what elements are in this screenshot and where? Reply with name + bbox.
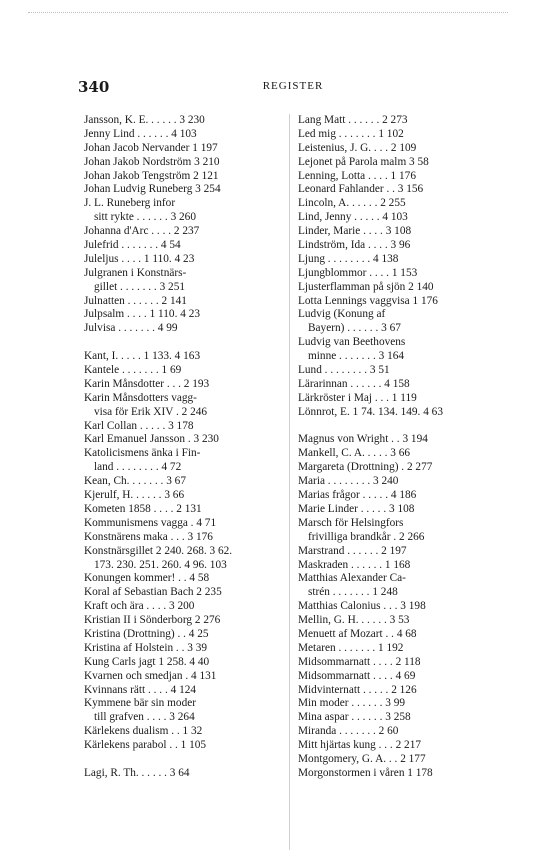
index-entry-text: Kristina af Holstein . . 3 39 <box>84 641 207 654</box>
index-entry <box>298 156 512 170</box>
index-entry <box>298 406 512 420</box>
index-entry-text: strén . . . . . . . 1 248 <box>308 586 398 599</box>
page-number: 340 <box>78 78 110 96</box>
index-entry <box>84 642 282 656</box>
index-entry-text: Johanna d'Arc . . . . 2 237 <box>84 225 200 238</box>
index-entry-text: Kristian II i Sönderborg 2 276 <box>84 614 221 627</box>
index-entry <box>298 753 512 767</box>
index-entry <box>84 225 282 239</box>
index-entry <box>298 684 512 698</box>
index-entry <box>298 447 512 461</box>
index-entry-text: Kantele . . . . . . . 1 69 <box>84 364 182 377</box>
index-entry-text: Mitt hjärtas kung . . . 2 217 <box>298 739 422 752</box>
index-entry <box>84 670 282 684</box>
index-entry <box>298 475 512 489</box>
index-entry-text: Julvisa . . . . . . . 4 99 <box>84 322 178 335</box>
index-entry-text: Konstnärsgillet 2 240. 268. 3 62. <box>84 544 233 557</box>
index-entry-text: Kärlekens parabol . . 1 105 <box>84 739 207 752</box>
index-entry <box>298 433 512 447</box>
index-entry <box>84 684 282 698</box>
index-entry <box>84 295 282 309</box>
index-entry-text: Kristina (Drottning) . . 4 25 <box>84 627 209 640</box>
index-entry <box>84 725 282 739</box>
index-entry-text: Julgranen i Konstnärs- <box>84 266 187 279</box>
page-header <box>78 78 508 94</box>
index-entry-text: Lärarinnan . . . . . . 4 158 <box>298 377 410 390</box>
page-title: REGISTER <box>262 80 324 92</box>
index-entry <box>84 420 282 434</box>
index-entry <box>84 559 282 573</box>
index-entry <box>298 142 512 156</box>
index-entry-text: Karin Månsdotters vagg- <box>84 391 197 404</box>
index-entry <box>298 711 512 725</box>
index-entry-text: Lindström, Ida . . . . 3 96 <box>298 239 411 252</box>
index-entry <box>84 614 282 628</box>
index-entry-text: Johan Jakob Nordström 3 210 <box>84 155 220 168</box>
index-entry <box>298 350 512 364</box>
index-entry <box>84 433 282 447</box>
index-entry-text: Konungen kommer! . . 4 58 <box>84 572 210 585</box>
index-entry <box>84 600 282 614</box>
index-entry <box>84 156 282 170</box>
index-entry <box>84 697 282 711</box>
index-entry-text: Ludvig van Beethovens <box>298 336 406 349</box>
index-entry-text: Jansson, K. E. . . . . . 3 230 <box>84 114 205 126</box>
index-entry <box>84 114 282 128</box>
index-entry <box>298 461 512 475</box>
index-entry-text: Mellin, G. H. . . . . . 3 53 <box>298 614 410 627</box>
index-entry <box>298 559 512 573</box>
index-entry <box>298 517 512 531</box>
index-entry-text: Kometen 1858 . . . . 2 131 <box>84 502 202 515</box>
index-entry <box>84 211 282 225</box>
index-entry-text: Matthias Calonius . . . 3 198 <box>298 600 426 613</box>
index-entry-text: gillet . . . . . . . 3 251 <box>94 280 185 293</box>
index-entry-text: Ljung . . . . . . . . 4 138 <box>298 252 399 265</box>
index-entry <box>84 197 282 211</box>
index-entry-text: Johan Ludvig Runeberg 3 254 <box>84 183 221 196</box>
index-entry <box>298 183 512 197</box>
index-entry <box>84 378 282 392</box>
index-entry-text: Menuett af Mozart . . 4 68 <box>298 627 417 640</box>
index-entry-text: Matthias Alexander Ca- <box>298 572 406 585</box>
index-entry-text: Katolicismens änka i Fin- <box>84 447 201 460</box>
index-entry <box>298 267 512 281</box>
index-entry-text: Lind, Jenny . . . . . 4 103 <box>298 211 408 224</box>
index-entry <box>298 197 512 211</box>
index-entry <box>84 586 282 600</box>
index-entry-text: Lund . . . . . . . . 3 51 <box>298 364 390 377</box>
index-entry-text: Midsommarnatt . . . . 4 69 <box>298 669 416 682</box>
index-entry-text: Leistenius, J. G. . . . 2 109 <box>298 141 417 154</box>
index-entry-text: Marias frågor . . . . . 4 186 <box>298 489 417 502</box>
index-entry <box>84 350 282 364</box>
index-entry <box>298 739 512 753</box>
index-entry <box>298 308 512 322</box>
index-entry-text: Kommunismens vagga . 4 71 <box>84 516 217 529</box>
index-entry-text: Kraft och ära . . . . 3 200 <box>84 600 195 613</box>
index-entry-text: Lejonet på Parola malm 3 58 <box>298 155 429 168</box>
index-entry-text: Maskraden . . . . . . 1 168 <box>298 558 411 571</box>
index-entry <box>298 572 512 586</box>
index-entry-text: Kung Carls jagt 1 258. 4 40 <box>84 655 210 668</box>
index-entry <box>84 531 282 545</box>
index-entry <box>84 253 282 267</box>
index-entry-text: Lang Matt . . . . . . 2 273 <box>298 114 408 126</box>
index-entry <box>84 475 282 489</box>
index-entry-text: Kärlekens dualism . . 1 32 <box>84 725 203 738</box>
index-entry-text: land . . . . . . . . 4 72 <box>94 461 182 474</box>
column-divider <box>289 114 290 850</box>
index-entry <box>298 295 512 309</box>
index-entry <box>84 183 282 197</box>
index-entry-text: Juleljus . . . . 1 110. 4 23 <box>84 252 195 265</box>
index-entry-text: J. L. Runeberg infor <box>84 197 176 210</box>
index-entry <box>84 711 282 725</box>
index-entry-text: Kant, I. . . . . 1 133. 4 163 <box>84 350 201 363</box>
index-entry <box>84 170 282 184</box>
index-entry-text: Midsommarnatt . . . . 2 118 <box>298 655 421 668</box>
index-entry-text: Kvarnen och smedjan . 4 131 <box>84 669 217 682</box>
index-entry-text: Mina aspar . . . . . . 3 258 <box>298 711 411 724</box>
index-entry <box>298 336 512 350</box>
index-entry-text: Ludvig (Konung af <box>298 308 386 321</box>
index-entry <box>84 322 282 336</box>
index-entry-text: Lärkröster i Maj . . . 1 119 <box>298 391 417 404</box>
index-entry <box>298 600 512 614</box>
index-entry-text: Montgomery, G. A. . . 2 177 <box>298 752 426 765</box>
index-entry-text: Johan Jacob Nervander 1 197 <box>84 141 218 154</box>
index-spacer <box>298 420 512 434</box>
index-entry <box>84 281 282 295</box>
index-entry-text: Kymmene bär sin moder <box>84 697 196 710</box>
index-entry-text: Kvinnans rätt . . . . 4 124 <box>84 683 197 696</box>
index-entry <box>84 406 282 420</box>
index-entry <box>298 656 512 670</box>
index-column-right <box>298 114 512 781</box>
index-entry <box>298 489 512 503</box>
index-entry <box>84 628 282 642</box>
index-entry-text: Marstrand . . . . . . 2 197 <box>298 544 407 557</box>
index-entry-text: Lotta Lennings vaggvisa 1 176 <box>298 294 438 307</box>
index-entry <box>298 364 512 378</box>
index-entry-text: Julefrid . . . . . . . 4 54 <box>84 239 181 252</box>
index-entry <box>298 614 512 628</box>
index-entry <box>84 503 282 517</box>
index-entry-text: Koral af Sebastian Bach 2 235 <box>84 586 222 599</box>
index-entry <box>298 545 512 559</box>
index-entry-text: Maria . . . . . . . . 3 240 <box>298 475 399 488</box>
index-spacer <box>84 336 282 350</box>
index-entry-text: Konstnärens maka . . . 3 176 <box>84 530 213 543</box>
index-entry <box>298 670 512 684</box>
index-spacer <box>84 753 282 767</box>
index-entry <box>298 281 512 295</box>
top-rule <box>28 12 508 13</box>
index-entry-text: Lenning, Lotta . . . . 1 176 <box>298 169 416 182</box>
index-entry-text: Johan Jakob Tengström 2 121 <box>84 169 219 182</box>
index-entry <box>84 267 282 281</box>
index-entry <box>84 656 282 670</box>
index-entry <box>298 225 512 239</box>
index-entry <box>298 170 512 184</box>
index-entry <box>298 253 512 267</box>
index-entry-text: Led mig . . . . . . . 1 102 <box>298 127 404 140</box>
index-entry <box>84 517 282 531</box>
index-entry-text: Leonard Fahlander . . 3 156 <box>298 183 424 196</box>
index-entry-text: Magnus von Wright . . 3 194 <box>298 433 428 446</box>
index-entry-text: Ljusterflamman på sjön 2 140 <box>298 280 434 293</box>
index-entry-text: Jenny Lind . . . . . . 4 103 <box>84 127 197 140</box>
index-entry-text: Linder, Marie . . . . 3 108 <box>298 225 412 238</box>
index-entry-text: Mankell, C. A. . . . . 3 66 <box>298 447 411 460</box>
index-entry <box>298 725 512 739</box>
index-entry <box>298 128 512 142</box>
index-entry <box>298 531 512 545</box>
index-column-left <box>84 114 282 781</box>
index-entry-text: Karl Emanuel Jansson . 3 230 <box>84 433 219 446</box>
index-entry-text: Margareta (Drottning) . 2 277 <box>298 461 433 474</box>
index-entry <box>84 739 282 753</box>
index-entry <box>84 545 282 559</box>
index-entry-text: sitt rykte . . . . . . 3 260 <box>94 211 196 224</box>
index-entry <box>298 628 512 642</box>
index-entry-text: Kjerulf, H. . . . . . 3 66 <box>84 489 185 502</box>
index-entry-text: visa för Erik XIV . 2 246 <box>94 405 208 418</box>
index-entry <box>298 239 512 253</box>
index-entry <box>298 697 512 711</box>
index-entry <box>84 572 282 586</box>
index-entry <box>84 142 282 156</box>
index-entry-text: Bayern) . . . . . . 3 67 <box>308 322 401 335</box>
index-entry-text: till grafven . . . . 3 264 <box>94 711 195 724</box>
index-entry <box>298 114 512 128</box>
index-entry <box>84 447 282 461</box>
index-entry <box>298 378 512 392</box>
index-entry <box>298 392 512 406</box>
index-entry-text: frivilliga brandkår . 2 266 <box>308 530 425 543</box>
index-entry-text: Julpsalm . . . . 1 110. 4 23 <box>84 308 201 321</box>
index-entry <box>84 308 282 322</box>
index-entry-text: Lagi, R. Th. . . . . . 3 64 <box>84 766 190 779</box>
index-entry-text: Metaren . . . . . . . 1 192 <box>298 641 404 654</box>
index-entry <box>84 767 282 781</box>
index-entry-text: Julnatten . . . . . . 2 141 <box>84 294 187 307</box>
index-entry <box>298 503 512 517</box>
index-entry-text: Morgonstormen i våren 1 178 <box>298 766 433 779</box>
index-entry-text: Karl Collan . . . . . 3 178 <box>84 419 194 432</box>
index-entry <box>84 461 282 475</box>
index-entry <box>84 392 282 406</box>
index-entry <box>84 128 282 142</box>
index-entry-text: Marie Linder . . . . . 3 108 <box>298 502 415 515</box>
index-entry-text: minne . . . . . . . 3 164 <box>308 350 405 363</box>
index-entry-text: Ljungblommor . . . . 1 153 <box>298 266 418 279</box>
index-entry <box>298 211 512 225</box>
index-entry <box>298 322 512 336</box>
index-entry-text: 173. 230. 251. 260. 4 96. 103 <box>94 558 227 571</box>
index-entry <box>84 489 282 503</box>
index-entry <box>84 239 282 253</box>
index-entry <box>84 364 282 378</box>
index-entry <box>298 767 512 781</box>
index-entry-text: Lincoln, A. . . . . . 2 255 <box>298 197 406 210</box>
index-entry <box>298 642 512 656</box>
index-entry <box>298 586 512 600</box>
index-entry-text: Min moder . . . . . . 3 99 <box>298 697 406 710</box>
index-entry-text: Kean, Ch. . . . . . . 3 67 <box>84 475 186 488</box>
index-entry-text: Lönnrot, E. 1 74. 134. 149. 4 63 <box>298 405 443 418</box>
index-entry-text: Marsch för Helsingfors <box>298 516 404 529</box>
index-entry-text: Midvinternatt . . . . . 2 126 <box>298 683 417 696</box>
index-entry-text: Miranda . . . . . . . 2 60 <box>298 725 399 738</box>
index-entry-text: Karin Månsdotter . . . 2 193 <box>84 377 210 390</box>
